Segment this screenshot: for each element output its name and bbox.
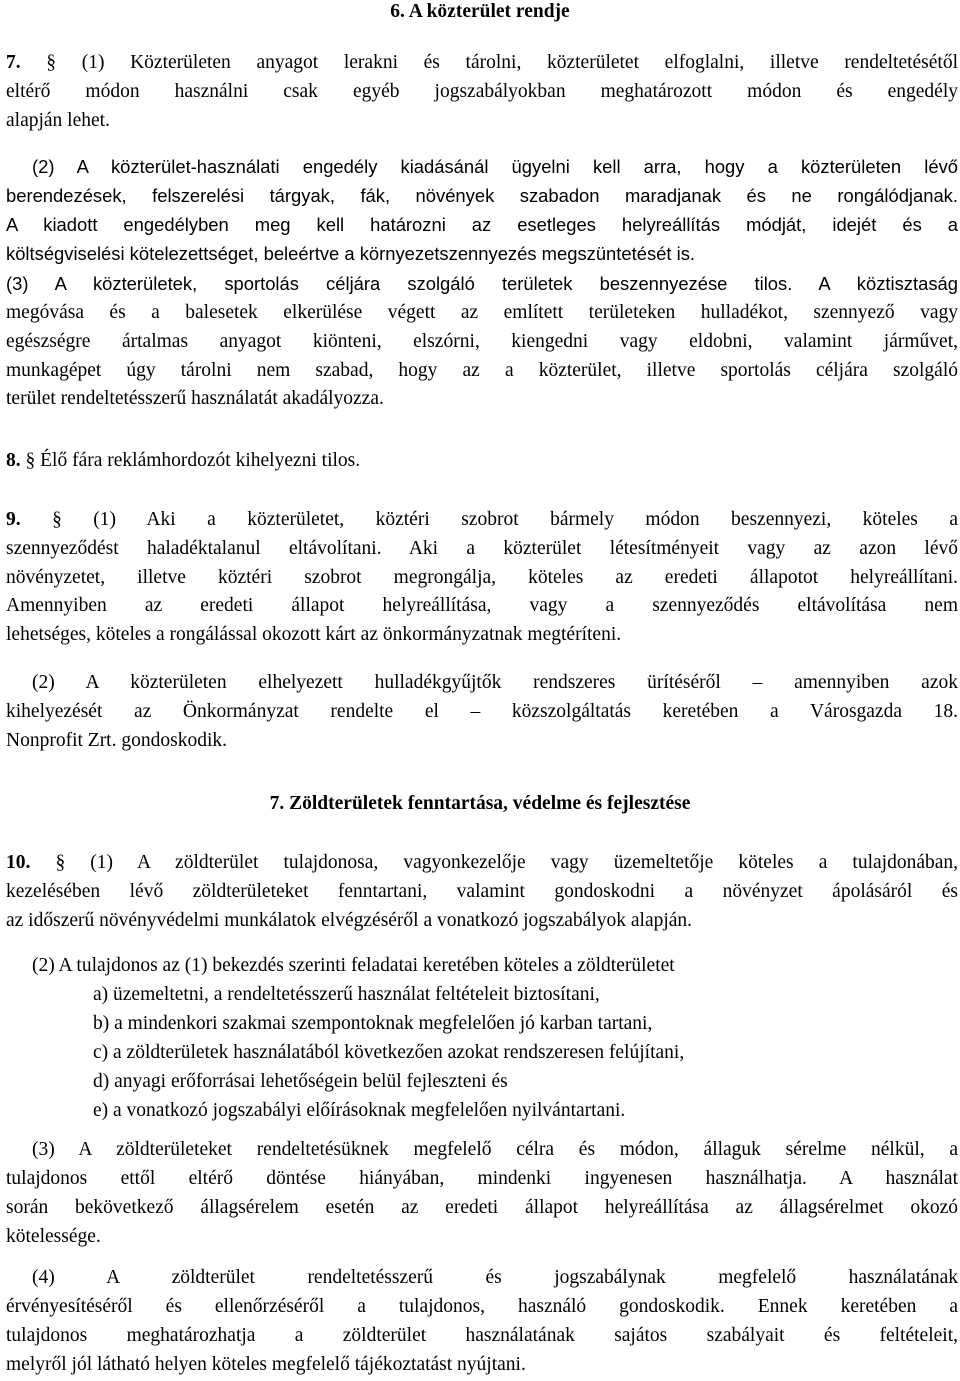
- paragraph-10-3-cont: [6, 1165, 958, 1251]
- text-line: § (1) Aki a közterületet, köztéri szobrot bármely módon beszennyezi, köteles a: [52, 509, 959, 530]
- paragraph-10-4: [6, 1264, 958, 1293]
- list-item: e) a vonatkozó jogszabályi előírásoknak megfelelően nyilvántartani.: [93, 1100, 626, 1121]
- text-line: terület rendeltetésszerű használatát akadályozza.: [6, 388, 384, 410]
- text-line: kihelyezését az Önkormányzat rendelte el – közszolgáltatás keretében a Városgazda 18.: [6, 701, 958, 722]
- paragraph-9-2: [6, 669, 958, 698]
- text-line: munkagépet úgy tárolni nem szabad, hogy az a közterület, illetve sportolás céljára szolgáló: [6, 359, 958, 381]
- text-line: alapján lehet.: [6, 109, 110, 131]
- text-line: (3) A közterületek, sportolás céljára szolgáló területek beszennyezése tilos. A köztisztaság: [6, 273, 958, 294]
- paragraph-7-1: [6, 49, 958, 135]
- text-line: (2) A közterület-használati engedély kiadásánál ügyelni kell arra, hogy a közterületen lévő: [32, 156, 958, 177]
- text-line: § Élő fára reklámhordozót kihelyezni tilos.: [25, 450, 361, 471]
- text-line: megóvása és a balesetek elkerülése végett az említett területeken hulladékot, szennyező vagy: [6, 302, 958, 323]
- paragraph-7-3: [6, 270, 958, 299]
- text-line: berendezések, felszerelési tárgyak, fák, növények szabadon maradjanak és ne rongálódjanak.: [6, 185, 958, 206]
- text-line: kezelésében lévő zöldterületeket fenntartani, valamint gondoskodni a növényzet ápolásáról és: [6, 880, 958, 902]
- text-line: kötelessége.: [6, 1225, 101, 1247]
- text-line: Nonprofit Zrt. gondoskodik.: [6, 729, 227, 751]
- paragraph-10-3: [6, 1136, 958, 1165]
- text-line: tulajdonos meghatározhatja a zöldterület használatának sajátos szabályait és feltételeit,: [6, 1324, 958, 1346]
- paragraph-10-1: [6, 849, 958, 935]
- paragraph-10-2-intro: (2) A tulajdonos az (1) bekezdés szerinti feladatai keretében köteles a zöldterületet: [32, 955, 675, 976]
- text-line: költségviselési kötelezettséget, beleértve a környezetszennyezés megszüntetését is.: [6, 242, 695, 264]
- paragraph-8: [6, 447, 360, 476]
- paragraph-number: 10.: [6, 852, 31, 873]
- text-line: Amennyiben az eredeti állapot helyreállítása, vagy a szennyeződés eltávolítása nem: [6, 595, 958, 617]
- paragraph-number: 7.: [6, 52, 21, 73]
- section-heading: 6. A közterület rendje: [390, 1, 570, 22]
- list-item: c) a zöldterületek használatából következően azokat rendszeresen felújítani,: [93, 1042, 685, 1063]
- text-line: A kiadott engedélyben meg kell határozni az esetleges helyreállítás módját, idejét és a: [6, 213, 958, 235]
- paragraph-7-2: [6, 153, 958, 182]
- list-item: d) anyagi erőforrásai lehetőségein belül fejleszteni és: [93, 1071, 508, 1092]
- text-line: növényzetet, illetve köztéri szobrot megrongálja, köteles az eredeti állapotot helyreállítani.: [6, 566, 958, 588]
- paragraph-number: 8.: [6, 450, 21, 471]
- text-line: melyről jól látható helyen köteles megfelelő tájékoztatást nyújtani.: [6, 1353, 526, 1375]
- text-line: egészségre ártalmas anyagot kiönteni, elszórni, kiengedni vagy eldobni, valamint járművet,: [6, 330, 958, 352]
- paragraph-7-3-cont: [6, 299, 958, 414]
- text-line: (2) A közterületen elhelyezett hulladékgyűjtők rendszeres ürítéséről – amennyiben azok: [32, 672, 958, 693]
- text-line: tulajdonos ettől eltérő döntése hiányában, mindenki ingyenesen használhatja. A használat: [6, 1168, 958, 1189]
- text-line: (4) A zöldterület rendeltetésszerű és jogszabálynak megfelelő használatának: [32, 1267, 958, 1288]
- paragraph-number: 9.: [6, 509, 21, 530]
- text-line: (3) A zöldterületeket rendeltetésüknek megfelelő célra és módon, állaguk sérelme nélkül, a: [32, 1139, 958, 1160]
- list-item: b) a mindenkori szakmai szempontoknak megfelelően jó karban tartani,: [93, 1013, 653, 1034]
- paragraph-7-2-cont: [6, 182, 958, 268]
- text-line: érvényesítéséről és ellenőrzéséről a tulajdonos, használó gondoskodik. Ennek keretében a: [6, 1296, 958, 1317]
- text-line: § (1) A zöldterület tulajdonosa, vagyonkezelője vagy üzemeltetője köteles a tulajdonában,: [55, 852, 958, 873]
- text-line: az időszerű növényvédelmi munkálatok elvégzéséről a vonatkozó jogszabályok alapján.: [6, 909, 693, 931]
- text-line: során bekövetkező állagsérelem esetén az eredeti állapot helyreállítása az állagsérelmet okozó: [6, 1196, 958, 1218]
- text-line: eltérő módon használni csak egyéb jogszabályokban meghatározott módon és engedély: [6, 80, 958, 102]
- text-line: szennyeződést haladéktalanul eltávolítani. Aki a közterület létesítményeit vagy az azon lévő: [6, 537, 958, 559]
- text-line: lehetséges, köteles a rongálással okozott kárt az önkormányzatnak megtéríteni.: [6, 624, 622, 646]
- list-item: a) üzemeltetni, a rendeltetésszerű használat feltételeit biztosítani,: [93, 984, 600, 1005]
- paragraph-9-1: [6, 506, 958, 650]
- section-heading: 7. Zöldterületek fenntartása, védelme és fejlesztése: [269, 793, 691, 814]
- text-line: § (1) Közterületen anyagot lerakni és tárolni, közterületet elfoglalni, illetve rendeltetésétől: [46, 52, 959, 73]
- paragraph-9-2-cont: [6, 698, 958, 756]
- paragraph-10-4-cont: [6, 1293, 958, 1379]
